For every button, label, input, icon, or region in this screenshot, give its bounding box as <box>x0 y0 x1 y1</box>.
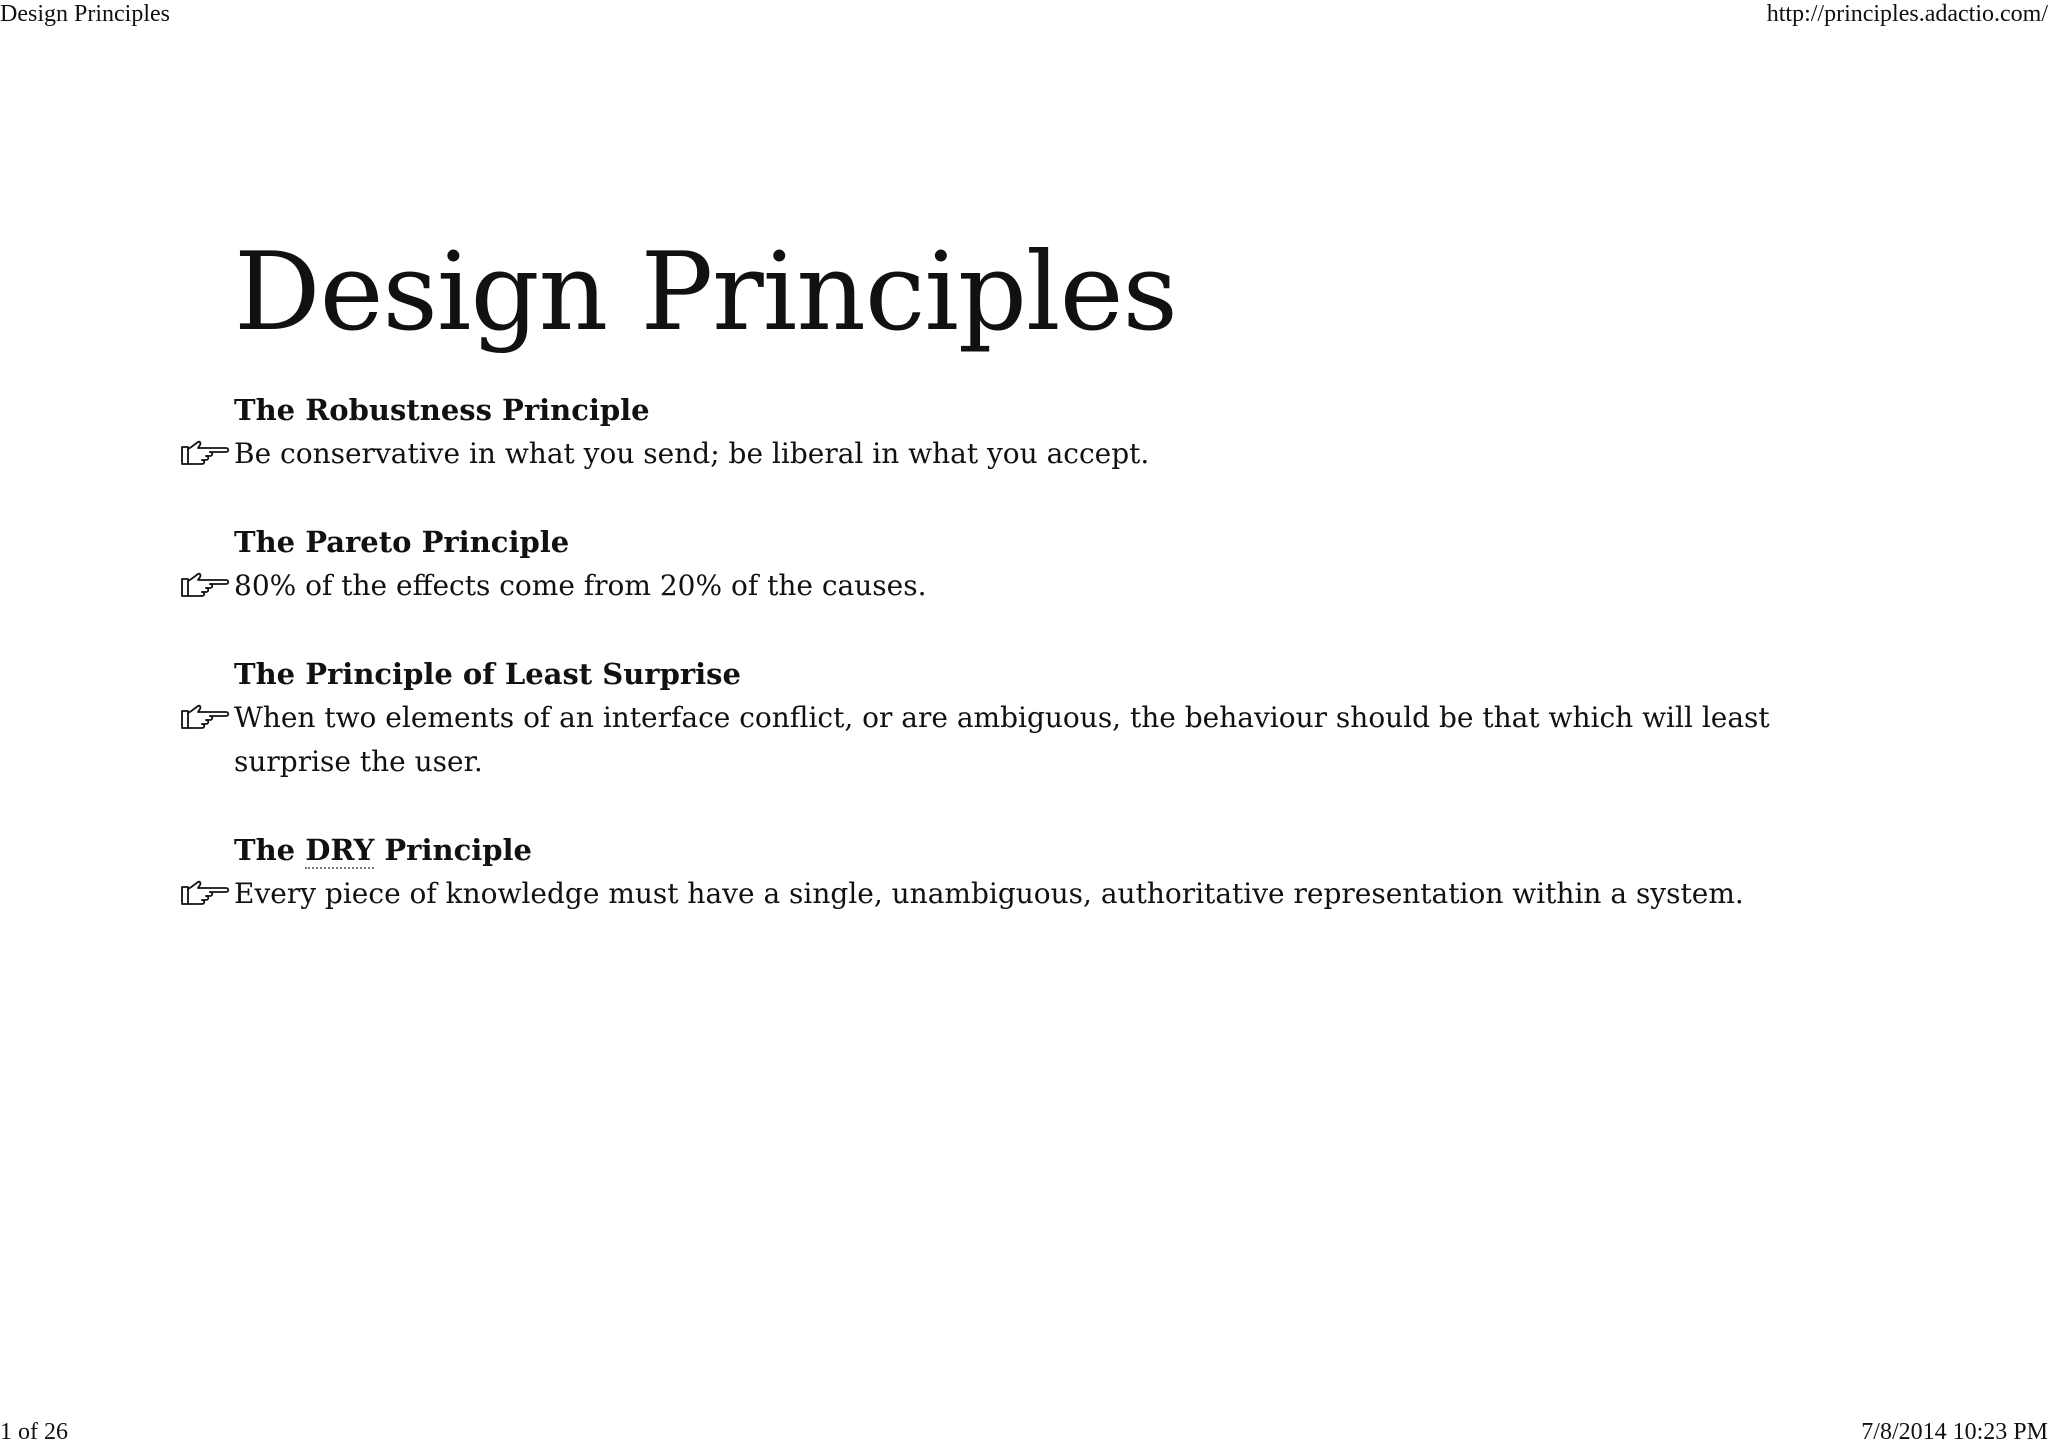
principle-description-text: Every piece of knowledge must have a single, unambiguous, authoritative representation within a system. <box>234 877 1744 910</box>
principle-description-text: Be conservative in what you send; be liberal in what you accept. <box>234 437 1150 470</box>
pointing-hand-icon <box>180 438 230 468</box>
page-title: Design Principles <box>234 230 1177 355</box>
principle-name: The Robustness Principle <box>234 393 650 427</box>
principle-description <box>234 432 1794 476</box>
principle-description <box>234 564 1794 608</box>
principle-name <box>234 828 1794 872</box>
principle-description-text: When two elements of an interface conflict, or are ambiguous, the behaviour should be that which will least surprise the user. <box>234 701 1770 778</box>
pointing-hand-icon <box>180 570 230 600</box>
principle-description-text: 80% of the effects come from 20% of the causes. <box>234 569 927 602</box>
dry-abbreviation[interactable]: DRY <box>305 833 375 867</box>
principle-name: The Principle of Least Surprise <box>234 657 741 691</box>
principle-description <box>234 872 1794 916</box>
print-header-url: http://principles.adactio.com/ <box>1766 1 2048 27</box>
print-footer-datetime: 7/8/2014 10:23 PM <box>1861 1419 2048 1445</box>
pointing-hand-icon <box>180 878 230 908</box>
principle-name-after: Principle <box>374 833 532 867</box>
principle-name-before: The <box>234 833 306 867</box>
print-header-title: Design Principles <box>0 1 170 27</box>
principle-description <box>234 696 1794 784</box>
print-footer-page: 1 of 26 <box>0 1419 68 1445</box>
pointing-hand-icon <box>180 702 230 732</box>
main-content <box>234 228 1794 960</box>
principle-name: The Pareto Principle <box>234 525 570 559</box>
principles-list <box>234 388 1794 916</box>
